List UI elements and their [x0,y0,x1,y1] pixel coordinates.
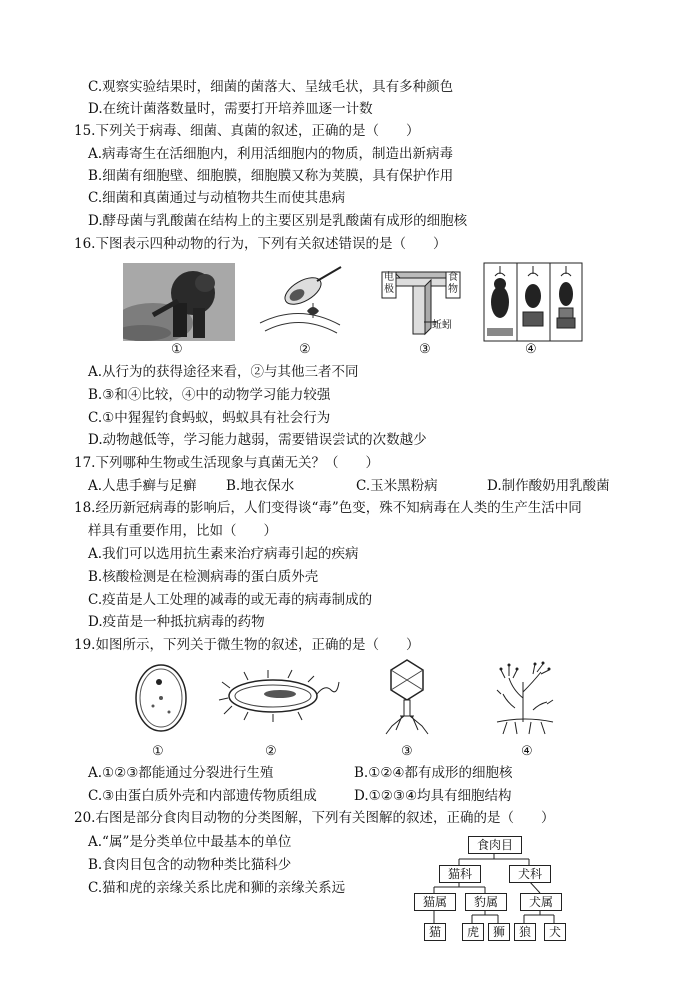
q18-stem-line1: 18.经历新冠病毒的影响后，人们变得谈“毒”色变，殊不知病毒在人类的生产生活中同 [74,500,582,516]
animal-feeding-illustration [255,263,345,341]
q20-option-a: A.“属”是分类单位中最基本的单位 [88,834,292,850]
q15-option-d: D.酵母菌与乳酸菌在结构上的主要区别是乳酸菌有成形的细胞核 [88,213,468,229]
q20-option-b: B.食肉目包含的动物种类比猫科少 [88,857,292,873]
tree-genus-canis: 犬属 [520,893,562,911]
q16-fig-label-2: ② [299,342,311,357]
earthworm-label: 蚯蚓 [432,320,452,331]
q17-option-c: C.玉米黑粉病 [356,478,438,494]
q18-option-d: D.疫苗是一种抵抗病毒的药物 [88,614,265,630]
bacteriophage-illustration [380,658,434,736]
q15-stem: 15.下列关于病毒、细菌、真菌的叙述，正确的是（ ） [74,123,420,139]
q16-fig-label-3: ③ [419,342,431,357]
q17-stem: 17.下列哪种生物或生活现象与真菌无关？（ ） [74,455,379,471]
q19-option-c: C.③由蛋白质外壳和内部遗传物质组成 [88,788,317,804]
q16-option-d: D.动物越低等，学习能力越弱，需要错误尝试的次数越少 [88,432,427,448]
q16-fig-label-4: ④ [525,342,537,357]
tree-species-cat: 猫 [424,923,446,941]
q15-option-b: B.细菌有细胞壁、细胞膜，细胞膜又称为荚膜，具有保护作用 [88,168,454,184]
q19-fig-label-4: ④ [521,744,533,759]
tree-genus-panthera: 豹属 [465,893,507,911]
q19-fig-label-3: ③ [401,744,413,759]
tree-species-lion: 狮 [488,923,510,941]
q16-option-b: B.③和④比较，④中的动物学习能力较强 [88,387,331,403]
classification-tree [412,835,572,945]
tree-species-wolf: 狼 [514,923,536,941]
q16-stem: 16.下图表示四种动物的行为，下列有关叙述错误的是（ ） [74,236,447,252]
tree-species-tiger: 虎 [462,923,484,941]
tree-genus-felis: 猫属 [414,893,456,911]
q16-fig-label-1: ① [171,342,183,357]
tree-family-cat: 猫科 [439,865,481,883]
q18-option-a: A.我们可以选用抗生素来治疗病毒引起的疾病 [88,546,359,562]
q19-option-a: A.①②③都能通过分裂进行生殖 [88,765,274,781]
q19-option-b: B.①②④都有成形的细胞核 [354,765,513,781]
yeast-cell-illustration [133,662,189,734]
q18-option-b: B.核酸检测是在检测病毒的蛋白质外壳 [88,569,319,585]
q15-option-a: A.病毒寄生在活细胞内，利用活细胞内的物质，制造出新病毒 [88,146,454,162]
tree-order: 食肉目 [468,836,522,854]
q17-option-a: A.人患手癣与足癣 [88,478,197,494]
q18-option-c: C.疫苗是人工处理的减毒的或无毒的病毒制成的 [88,592,373,608]
chimpanzee-photo [123,263,235,341]
q17-option-b: B.地衣保水 [226,478,295,494]
q20-option-c: C.猫和虎的亲缘关系比虎和狮的亲缘关系远 [88,880,346,896]
q19-fig-label-2: ② [265,744,277,759]
q19-fig-label-1: ① [152,744,164,759]
mold-illustration [493,658,555,736]
q19-stem: 19.如图所示，下列关于微生物的叙述，正确的是（ ） [74,637,420,653]
q17-option-d: D.制作酸奶用乳酸菌 [487,478,610,494]
tree-species-dog: 犬 [544,923,566,941]
electrode-label: 电极 [384,272,394,295]
q19-option-d: D.①②③④均具有细胞结构 [354,788,512,804]
bacterium-illustration [218,668,340,724]
tree-family-dog: 犬科 [509,865,551,883]
q14-option-d: D.在统计菌落数量时，需要打开培养皿逐一计数 [88,101,373,117]
q18-stem-line2: 样具有重要作用，比如（ ） [88,523,277,539]
q14-option-c: C.观察实验结果时，细菌的菌落大、呈绒毛状，具有多种颜色 [88,79,454,95]
chimp-boxes-illustration [483,262,583,342]
q20-stem: 20.右图是部分食肉目动物的分类图解，下列有关图解的叙述，正确的是（ ） [74,810,555,826]
q16-option-c: C.①中猩猩钓食蚂蚁，蚂蚁具有社会行为 [88,410,331,426]
q15-option-c: C.细菌和真菌通过与动植物共生而使其患病 [88,190,346,206]
t-maze-illustration [380,262,462,342]
food-label: 食物 [448,272,458,295]
q16-option-a: A.从行为的获得途径来看，②与其他三者不同 [88,364,359,380]
